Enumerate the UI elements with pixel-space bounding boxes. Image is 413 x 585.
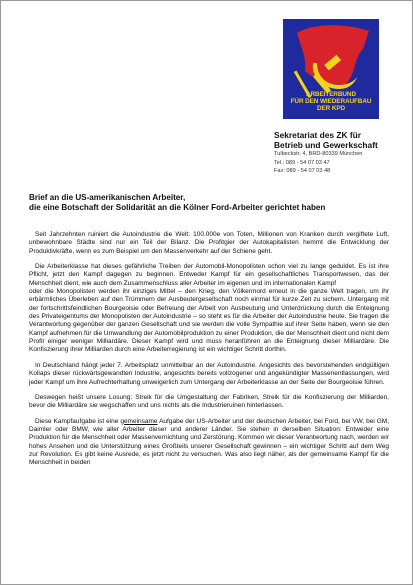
paragraph-6-start: Diese Kampfaufgabe ist eine xyxy=(35,417,121,425)
paragraph-1: Seit Jahrzehnten ruiniert die Autoindustrie die Welt: 100.000e von Toten, Millionen von Kranken durch vergiftete Luft, unbewohnbare Städte sind nur ein Teil der Bilanz. Die Profitgier der Autokapitalisten hemmt die Entwicklung der Produktivkräfte, wenn es zum Beispiel um den Massenverkehr auf der Schiene geht. xyxy=(29,231,389,255)
paragraph-4: In Deutschland hängt jeder 7. Arbeitsplatz unmittelbar an der Autoindustrie. Angesichts des bevorstehenden endgültigen Kollaps dieser rückwärtsgewandten Industrie, angesichts bereits vollzogener und angekündigter Massenentlassungen, wird jeder Kampf um ihre Aufrechterhaltung unweigerlich zum Untergang der Arbeiterklasse an der Seite der Bourgeoisie führen. xyxy=(29,361,389,386)
paragraph-2: Die Arbeiterklasse hat dieses gefährliche Treiben der Automobil-Monopolisten schon viel zu lange geduldet. Es ist ihre Pflicht, jetzt den Kampf dagegen zu beginnen. Entweder Kampf für ein gesellschaftliches Transportwesen, das der Menschheit dient, wie auch dem Zusammenschluss aller Arbeiter im eigenen und im internationalen Kampf xyxy=(29,263,389,287)
sender-org-line2: Betrieb und Gewerkschaft xyxy=(274,140,378,150)
paragraph-6 xyxy=(29,418,389,468)
sender-tel: Tel.: 089 - 54 07 03 47 xyxy=(274,159,330,166)
sender-address: Tulbeckstr. 4, BRD-80339 München xyxy=(274,151,363,157)
sender-block xyxy=(274,130,384,176)
letter-body xyxy=(29,231,389,475)
paragraph-3: oder die Monopolisten werden ihr einziges Mittel – den Krieg, den Völkermord erneut in die ganze Welt tragen, um ihr erbärmliches Überleben auf den Trümmern der Ausbeutergesellschaft noch einmal für kurze Zeit zu sichern. Untergang mit der fortschrittsfeindlichen Bourgeoisie oder Befreiung der Arbeit von Ausbeutung und Unterdrückung durch die Enteignung des Privateigentums der Monopolisten der Autoindustrie – so steht es für die Arbeiter der Autoindustrie heute. Sie tragen die Verantwortung gegenüber der ganzen Gesellschaft und sie werden die volle Sympathie auf ihrer Seite haben, wenn sie den Kampf aufnehmen für die Umwandlung der Automobilproduktion zu einer Produktion, die der Menschheit dient und nicht dem Profit einiger weniger Milliardäre. Dieser Kampf wird und muss heranführen an die Enteignung dieser Milliardäre. Die Konfiszierung ihrer Milliarden durch eine Arbeiterregierung ist ein wichtiger Schritt dorthin. xyxy=(29,288,389,354)
headline-line2: die eine Botschaft der Solidarität an die Kölner Ford-Arbeiter gerichtet haben xyxy=(29,202,326,212)
kpd-logo xyxy=(283,19,379,119)
logo-text-line1: ARBEITERBUND xyxy=(306,91,356,98)
logo-text-line3: DER KPD xyxy=(316,105,346,112)
sender-org-line1: Sekretariat des ZK für xyxy=(274,130,362,140)
sender-fax: Fax: 089 - 54 07 03 48 xyxy=(274,168,331,175)
headline-line1: Brief an die US-amerikanischen Arbeiter, xyxy=(29,193,186,202)
paragraph-6-rest: Aufgabe der US-Arbeiter und der deutschen Arbeiter, bei Ford, bei VW, bei GM, Daimler oder BMW, wie aller Arbeiter dieser und anderer Länder. Sie stehen in derselben Situation: Entweder eine Produktion für die Menschheit oder Massenvernichtung und Zerstörung. Kommen wir dieser Verantwortung nach, werden wir hohes Ansehen und die Unterstützung eines Großteils unserer Gesellschaft gewinnen – ein wichtiger Schritt auf dem Weg zur Revolution. Es gibt keine Ausrede, es jetzt nicht zu versuchen. Was also liegt näher, als der gemeinsame Kampf für die Menschheit in beiden xyxy=(29,417,390,467)
paragraph-6-emphasis: gemeinsame xyxy=(120,417,158,425)
logo-text-line2: FÜR DEN WIEDERAUFBAU xyxy=(290,98,372,105)
paragraph-5: Deswegen heißt unsere Losung: Streik für die Umgestaltung der Fabriken, Streik für die Konfiszierung der Milliarden, bevor die Milliardäre sie wegschaffen und uns nichts als die Industrieruinen hinterlassen. xyxy=(29,393,389,410)
letter-headline xyxy=(29,193,389,212)
